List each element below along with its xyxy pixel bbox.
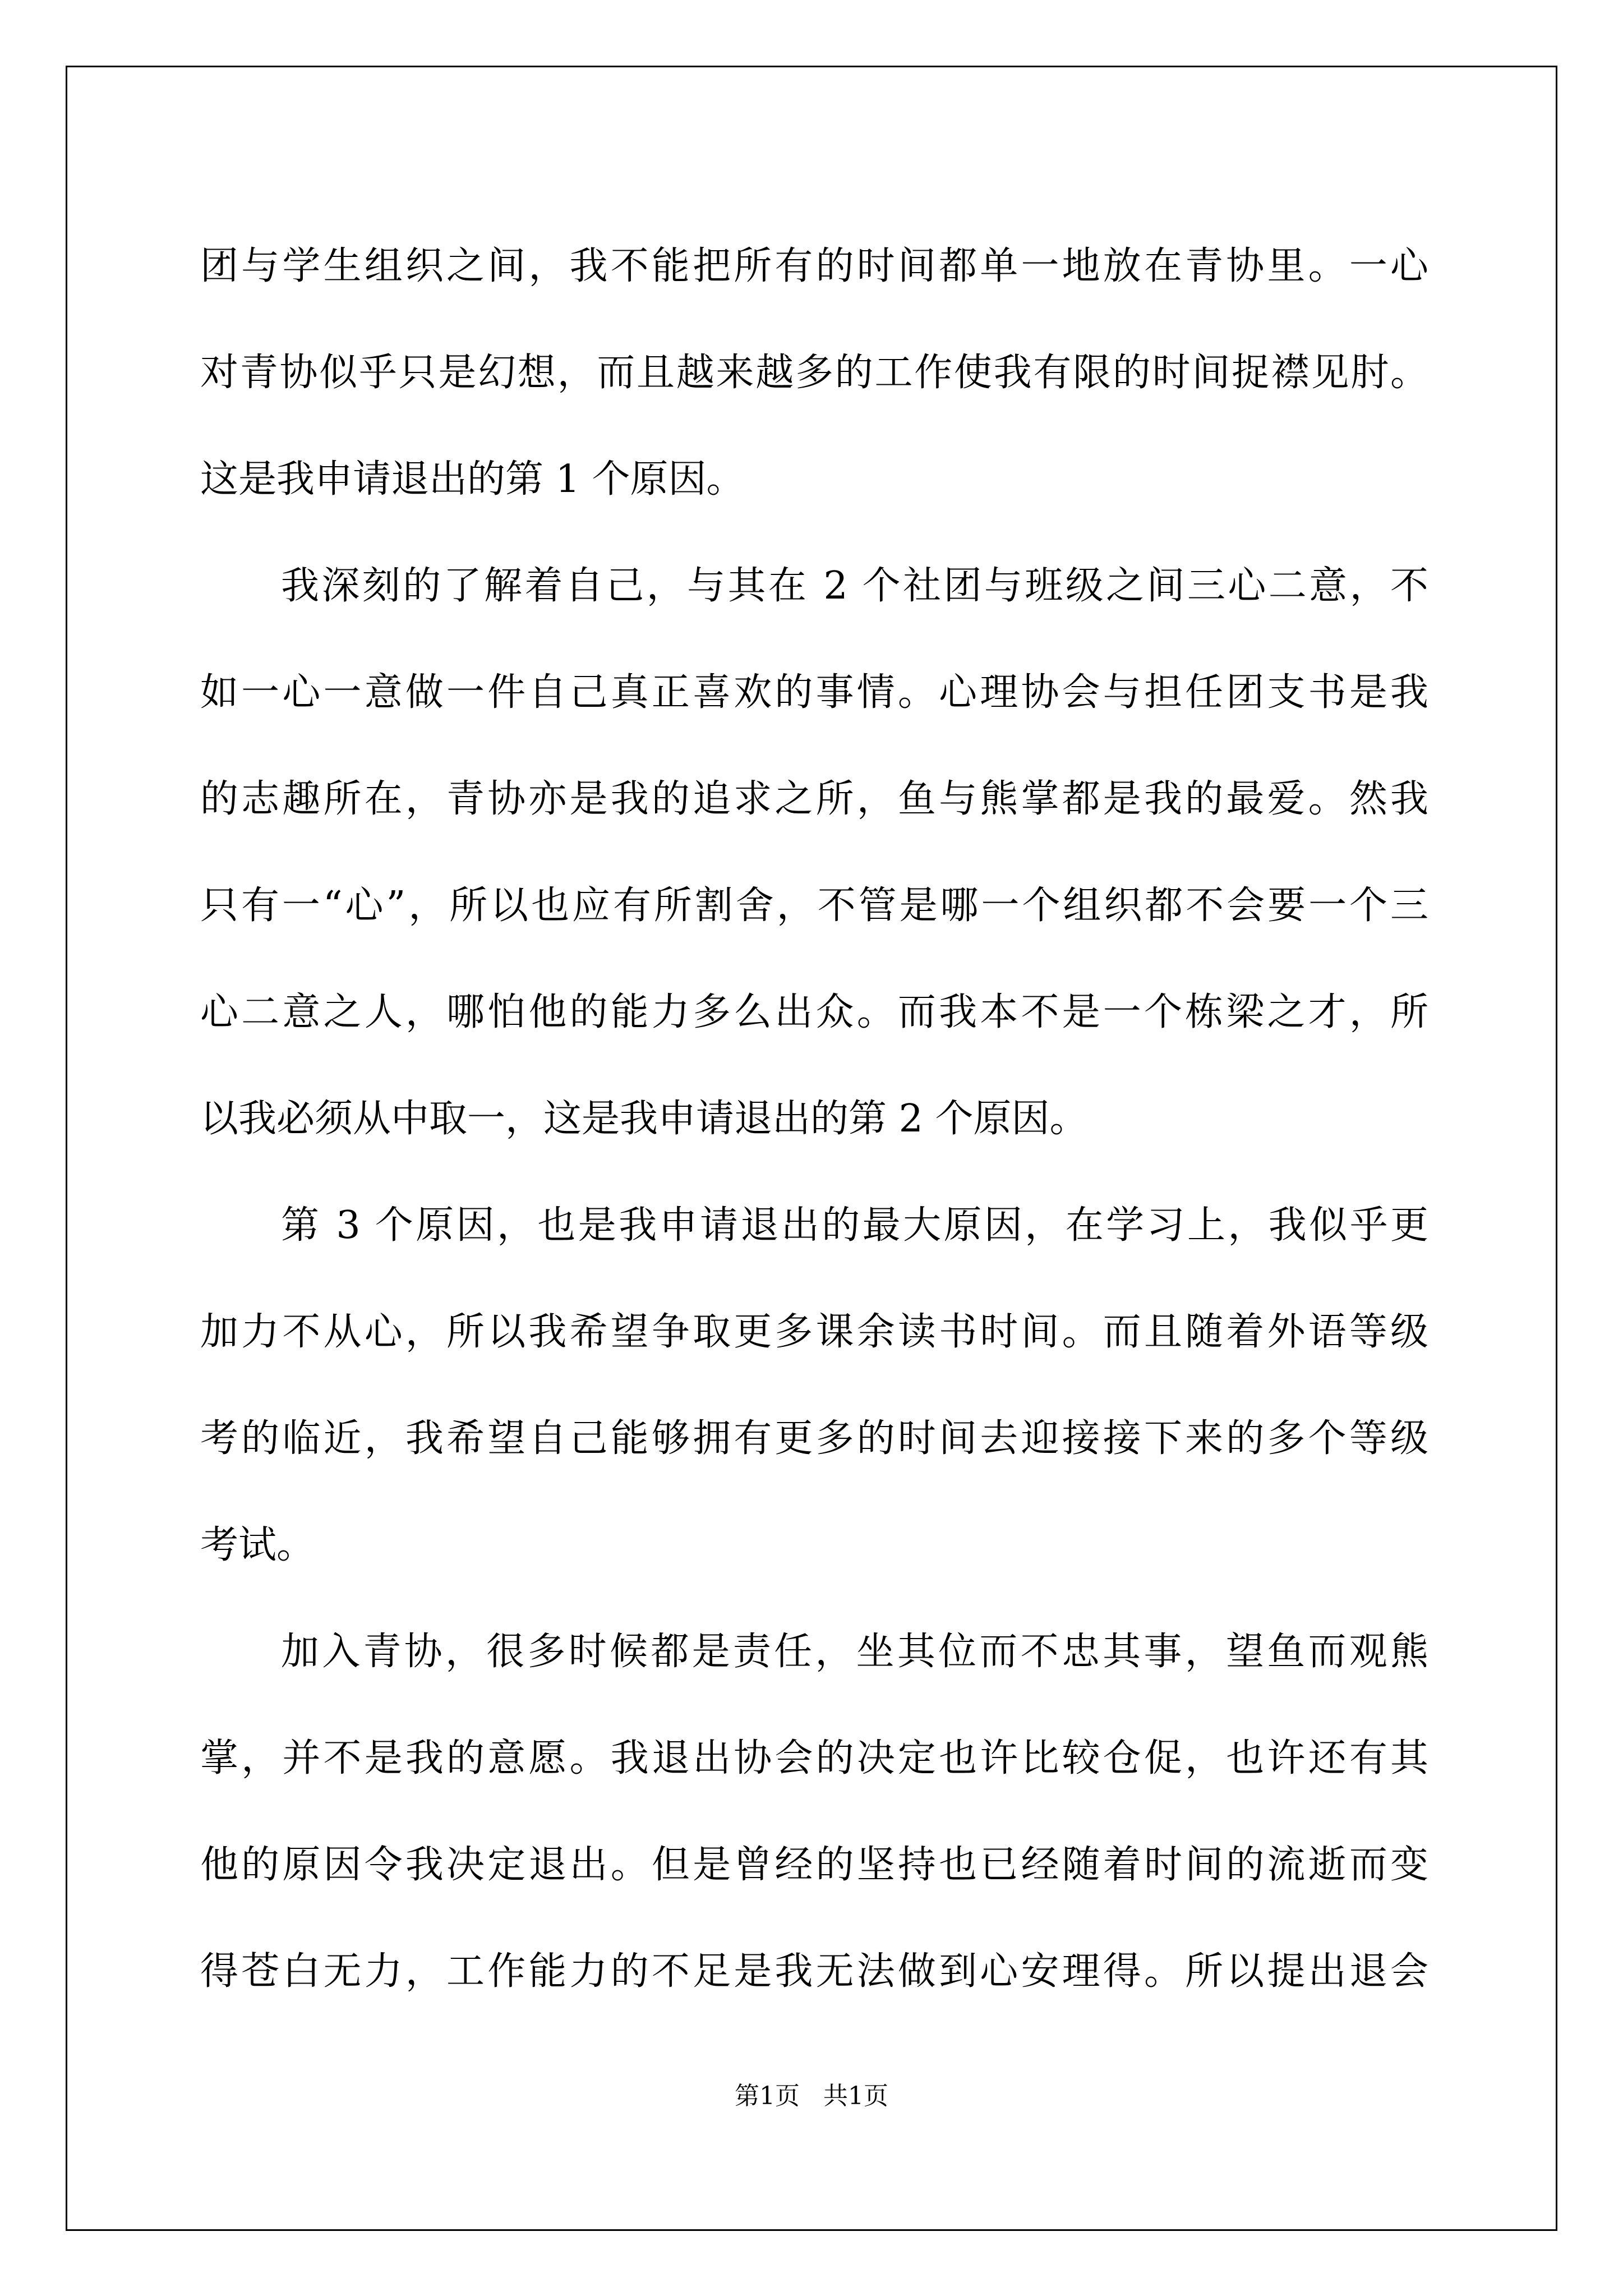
text-line: 心二意之人，哪怕他的能力多么出众。而我本不是一个栋梁之才，所 [200,990,1428,1034]
text-line: 加入青协，很多时候都是责任，坐其位而不忠其事，望鱼而观熊 [281,1630,1428,1674]
text-line: 他的原因令我决定退出。但是曾经的坚持也已经随着时间的流逝而变 [200,1843,1428,1887]
text-line: 我深刻的了解着自己，与其在 2 个社团与班级之间三心二意，不 [281,564,1428,608]
text-line: 以我必须从中取一，这是我申请退出的第 2 个原因。 [200,1097,1088,1141]
page-footer: 第1页 共1页 [735,2082,888,2110]
text-line: 第 3 个原因，也是我申请退出的最大原因，在学习上，我似乎更 [281,1203,1428,1248]
text-line: 加力不从心，所以我希望争取更多课余读书时间。而且随着外语等级 [200,1310,1428,1354]
text-line: 对青协似乎只是幻想，而且越来越多的工作使我有限的时间捉襟见肘。 [200,351,1428,395]
text-line: 团与学生组织之间，我不能把所有的时间都单一地放在青协里。一心 [200,244,1428,288]
text-line: 如一心一意做一件自己真正喜欢的事情。心理协会与担任团支书是我 [200,670,1428,715]
text-line: 只有一“心”，所以也应有所割舍，不管是哪一个组织都不会要一个三 [200,884,1428,928]
text-line: 这是我申请退出的第 1 个原因。 [200,457,745,501]
text-line: 掌，并不是我的意愿。我退出协会的决定也许比较仓促，也许还有其 [200,1736,1428,1780]
document-body [200,213,1428,2025]
text-line: 考的临近，我希望自己能够拥有更多的时间去迎接接下来的多个等级 [200,1416,1428,1461]
text-line: 得苍白无力，工作能力的不足是我无法做到心安理得。所以提出退会 [200,1949,1428,1994]
text-line: 的志趣所在，青协亦是我的追求之所，鱼与熊掌都是我的最爱。然我 [200,777,1428,821]
text-line: 考试。 [200,1523,315,1567]
